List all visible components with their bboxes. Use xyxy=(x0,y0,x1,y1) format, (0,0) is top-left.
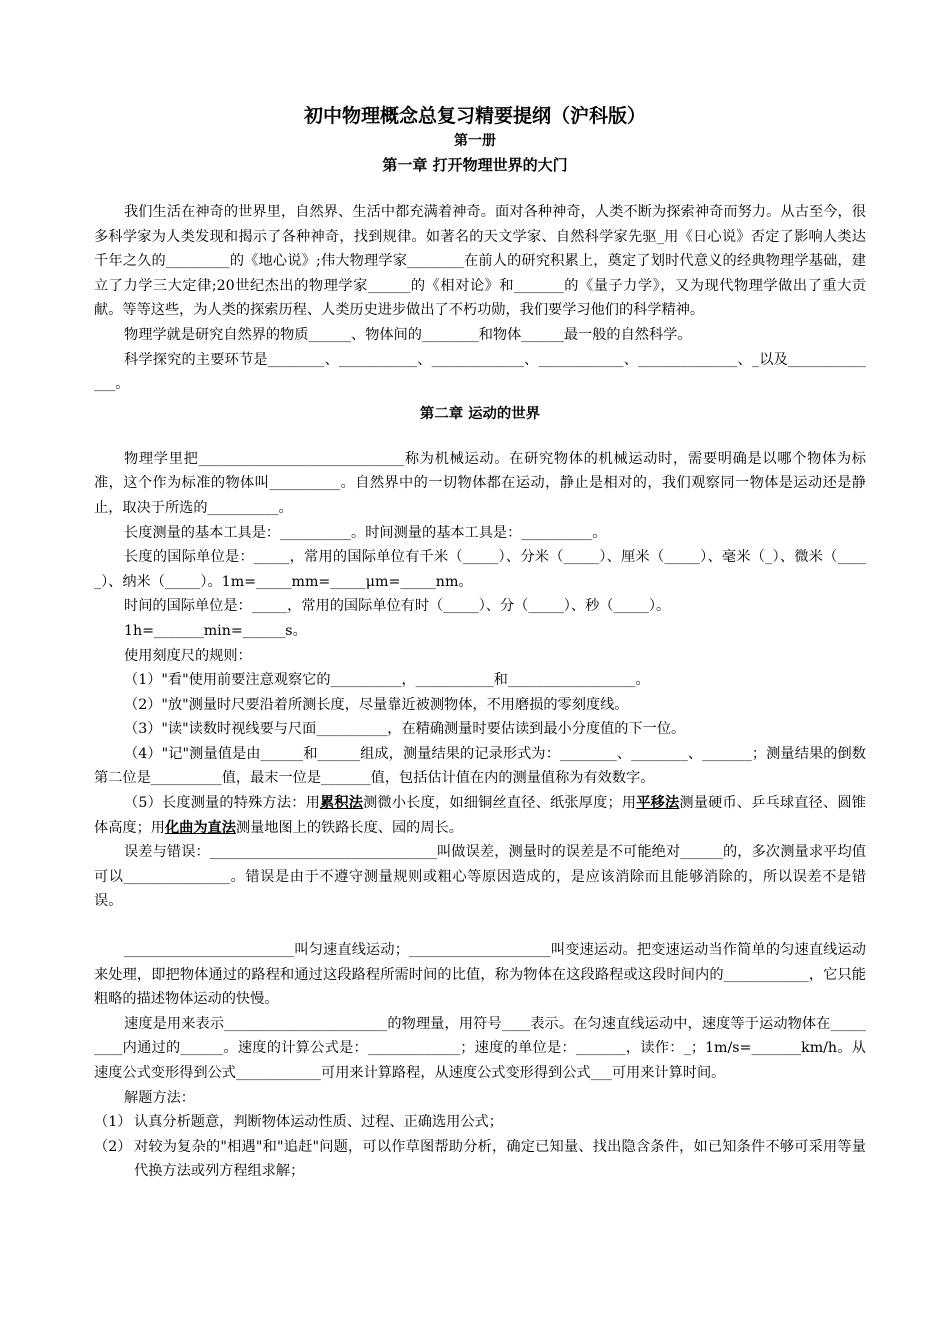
chapter2-paragraph-error: 误差与错误：________________________________叫做误差，测量时的误差是不可能绝对______的，多次测量求平均值可以_______________。错误是由于不遵守测量规则或粗心等原因造成的，是应该消除而且能够消除的，所以误差不是错误。 xyxy=(94,844,866,910)
chapter1-paragraph-inquiry-steps: 科学探究的主要环节是________、___________、_____________、____________、______________、_以及______________。 xyxy=(94,351,866,393)
chapter2-paragraph-length-units: 长度的国际单位是：_____，常用的国际单位有千米（_____）、分米（_____）、厘米（_____）、毫米（_）、微米（_____）、纳米（_____）。1m=_____mm=_____μm=_____nm。 xyxy=(94,549,866,590)
chapter2-paragraph-uniform-motion: ________________________叫匀速直线运动；____________________叫变速运动。把变速运动当作简单的匀速直线运动来处理，即把物体通过的路程和通过这段路程所需时间的比值，称为物体在这段路程或这段时间内的____________，它只能粗略的描述物体运动的快慢。 xyxy=(94,942,866,1008)
chapter1-heading: 第一章 打开物理世界的大门 xyxy=(382,156,568,174)
chapter2-paragraph-speed: 速度是用来表示_______________________的物理量，用符号____表示。在匀速直线运动中，速度等于运动物体在_________内通过的______。速度的计算公式是：_____________；速度的单位是：_______，读作：_；1m/s=_______km/h。从速度公式变形得到公式____________可用来计算路程，从速度公式变形得到公式___可用来计算时间。 xyxy=(94,1015,866,1081)
method-item-1-text: 认真分析题意，判断物体运动性质、过程、正确选用公式； xyxy=(134,1114,503,1131)
chapter2-paragraph-mechanical-motion: 物理学里把_____________________________称为机械运动。在研究物体的机械运动时，需要明确是以哪个物体为标准，这个作为标准的物体叫__________。自然界中的一切物体都在运动，静止是相对的，我们观察同一物体是运动还是静止，取决于所选的__________。 xyxy=(94,450,866,516)
ruler-rule-special-methods xyxy=(94,791,866,840)
chapter2-paragraph-time-units: 时间的国际单位是：_____，常用的国际单位有时（_____）、分（_____）、秒（_____）。 xyxy=(124,598,671,615)
chapter2-paragraph-hour-conversion: 1h=_______min=______s。 xyxy=(124,622,307,639)
chapter2-paragraph-measuring-tools: 长度测量的基本工具是：__________。时间测量的基本工具是：__________。 xyxy=(124,524,607,541)
chapter2-paragraph-methods-title: 解题方法： xyxy=(124,1089,195,1106)
method-item-1 xyxy=(94,1110,866,1135)
ruler-rule-record: （4）"记"测量值是由______和______组成，测量结果的记录形式为：________、________、_______；测量结果的倒数第二位是__________值，最末一位是_______值，包括估计值在内的测量值称为有效数字。 xyxy=(94,745,866,787)
chapter2-paragraph-ruler-rules-title: 使用刻度尺的规则： xyxy=(124,647,252,664)
ruler-rule-read: （3）"读"读数时视线要与尺面__________，在精确测量时要估读到最小分度值的下一位。 xyxy=(124,721,686,738)
special-methods-text-d: 测量地图上的铁路长度、园的周长。 xyxy=(235,819,463,836)
special-methods-text-a: （5）长度测量的特殊方法：用 xyxy=(124,795,321,812)
document-title: 初中物理概念总复习精要提纲（沪科版） xyxy=(303,105,646,127)
document-body xyxy=(94,200,866,1184)
method-item-2-number: （2） xyxy=(94,1138,132,1155)
chapter1-paragraph-scientists: 我们生活在神奇的世界里，自然界、生活中都充满着神奇。面对各种神奇，人类不断为探索神奇而努力。从古至今，很多科学家为人类发现和揭示了各种神奇，找到规律。如著名的天文学家、自然科学家先驱_用《日心说》否定了影响人类达千年之久的_________的《地心说》;伟大物理学家________在前人的研究积累上，奠定了划时代意义的经典物理学基础，建立了力学三大定律;20世纪杰出的物理学家______的《相对论》和_______的《量子力学》，又为现代物理学做出了重大贡献。等等这些，为人类的探索历程、人类历史进步做出了不朽功勋，我们要学习他们的科学精神。 xyxy=(94,204,866,319)
special-methods-text-c: 测量硬币、乒乓球直径、圆锥体高度；用 xyxy=(94,795,866,836)
special-methods-text-b: 测微小长度，如细铜丝直径、纸张厚度；用 xyxy=(363,795,637,812)
method-item-2-text: 对较为复杂的"相遇"和"追赶"问题，可以作草图帮助分析，确定已知量、找出隐含条件，如已知条件不够可采用等量代换方法或列方程组求解； xyxy=(134,1138,866,1180)
chapter1-paragraph-physics-definition: 物理学就是研究自然界的物质______、物体间的________和物体______最一般的自然科学。 xyxy=(124,326,692,343)
ruler-rule-place: （2）"放"测量时尺要沿着所测长度，尽量靠近被测物体，不用磨损的零刻度线。 xyxy=(124,696,629,713)
method-item-2 xyxy=(94,1135,866,1184)
method-item-1-number: （1） xyxy=(94,1114,132,1131)
method-curve-to-line: 化曲为直法 xyxy=(164,819,236,836)
method-accumulation: 累积法 xyxy=(320,795,364,812)
method-translation: 平移法 xyxy=(636,795,680,812)
volume-label: 第一册 xyxy=(454,133,496,149)
chapter2-heading: 第二章 运动的世界 xyxy=(419,404,541,422)
ruler-rule-look: （1）"看"使用前要注意观察它的__________，___________和__________________。 xyxy=(124,672,650,689)
